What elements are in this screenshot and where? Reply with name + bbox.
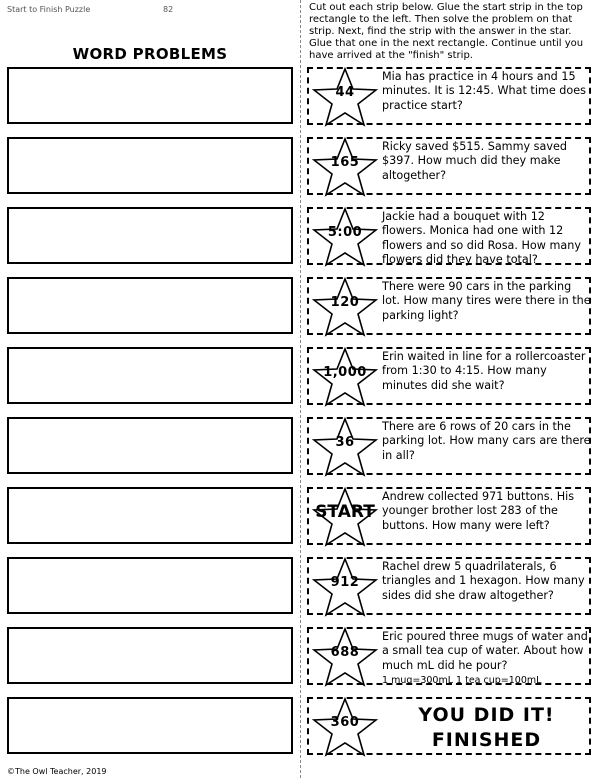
star-icon [311, 487, 379, 547]
conversion-note: 1 mug=300mL 1 tea cup=100mL [382, 675, 542, 687]
star-icon [311, 417, 379, 477]
problem-text: Andrew collected 971 buttons. His younger brother lost 283 of the buttons. How many were left? [382, 490, 575, 532]
glue-rectangle-5[interactable] [7, 347, 293, 404]
puzzle-strip-finish[interactable] [307, 697, 591, 755]
problem-text: Rachel drew 5 quadrilaterals, 6 triangles and 1 hexagon. How many sides did she draw altogether? [382, 560, 585, 602]
puzzle-strip-2[interactable] [307, 137, 591, 195]
copyright-footer: ©The Owl Teacher, 2019 [7, 767, 107, 776]
page-number: 82 [163, 5, 174, 14]
star-icon [311, 627, 379, 687]
problem-text: Ricky saved $515. Sammy saved $397. How much did they make altogether? [382, 140, 567, 182]
star-answer: 1,000 [323, 365, 367, 380]
problem-text: There are 6 rows of 20 cars in the parking lot. How many cars are there in all? [382, 420, 591, 462]
glue-rectangle-7[interactable] [7, 487, 293, 544]
star-answer: 5:00 [327, 225, 363, 240]
problem-text: Jackie had a bouquet with 12 flowers. Monica had one with 12 flowers and so did Rosa. How many flowers did they have total? [382, 210, 581, 267]
puzzle-strip-5[interactable] [307, 347, 591, 405]
finish-line-2: FINISHED [431, 729, 542, 751]
problem-text [382, 630, 592, 689]
glue-rectangle-9[interactable] [7, 627, 293, 684]
star-answer: 688 [330, 645, 360, 660]
star-answer: 165 [330, 155, 360, 170]
star-start-label: START [315, 502, 375, 522]
glue-rectangle-4[interactable] [7, 277, 293, 334]
star-answer: 360 [330, 715, 360, 730]
puzzle-title: Start to Finish Puzzle [7, 5, 91, 14]
puzzle-strip-1[interactable] [307, 67, 591, 125]
star-answer: 912 [330, 575, 360, 590]
star-answer: 44 [335, 85, 355, 100]
problem-text: Erin waited in line for a rollercoaster from 1:30 to 4:15. How many minutes did she wait? [382, 350, 586, 392]
glue-rectangle-1[interactable] [7, 67, 293, 124]
puzzle-strip-3[interactable] [307, 207, 591, 265]
glue-rectangle-8[interactable] [7, 557, 293, 614]
problem-body: Eric poured three mugs of water and a small tea cup of water. About how much mL did he pour? [382, 630, 588, 672]
problem-text: Mia has practice in 4 hours and 15 minutes. It is 12:45. What time does practice start? [382, 70, 586, 112]
star-answer: 36 [335, 435, 355, 450]
star-icon [311, 207, 379, 267]
puzzle-strip-9[interactable] [307, 627, 591, 685]
finish-message [389, 703, 584, 753]
star-icon [311, 347, 379, 407]
star-icon [311, 557, 379, 617]
puzzle-strip-start[interactable] [307, 487, 591, 545]
cut-divider-line [300, 0, 301, 778]
glue-rectangle-6[interactable] [7, 417, 293, 474]
instructions-text: Cut out each strip below. Glue the start strip in the top rectangle to the left. Then solve the problem on that strip. Next, find the strip with the answer in the star. Glue that one in the next rectangle. Continue until you have arrived at the "finish" strip. [309, 2, 584, 61]
star-icon [311, 67, 379, 127]
finish-line-1: YOU DID IT! [418, 704, 555, 726]
star-answer: 120 [330, 295, 360, 310]
star-icon [311, 277, 379, 337]
puzzle-strip-4[interactable] [307, 277, 591, 335]
glue-rectangle-3[interactable] [7, 207, 293, 264]
problem-text: There were 90 cars in the parking lot. How many tires were there in the parking light? [382, 280, 591, 322]
star-icon [311, 137, 379, 197]
glue-rectangle-10[interactable] [7, 697, 293, 754]
puzzle-strip-8[interactable] [307, 557, 591, 615]
star-icon [311, 697, 379, 757]
section-title: WORD PROBLEMS [72, 45, 228, 63]
glue-rectangle-2[interactable] [7, 137, 293, 194]
puzzle-strip-6[interactable] [307, 417, 591, 475]
